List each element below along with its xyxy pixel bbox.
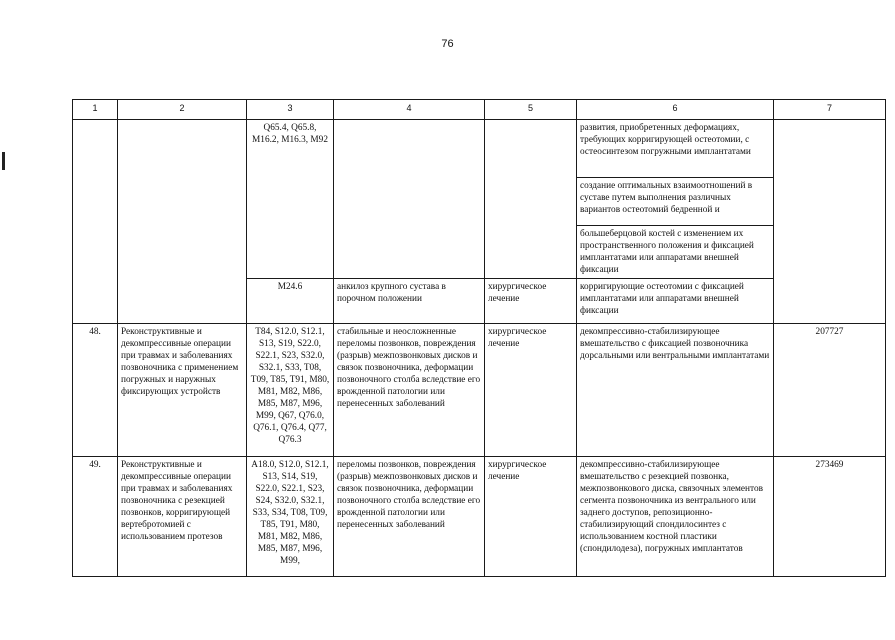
cell-codes: M24.6	[247, 279, 334, 324]
continuation-row	[73, 120, 886, 178]
cell-num	[73, 120, 118, 324]
column-number: 1	[73, 100, 118, 120]
column-number: 4	[334, 100, 485, 120]
cell-method: корригирующие остеотомии с фиксацией имплантатами или аппаратами внешней фиксации	[577, 279, 774, 324]
cell-model	[334, 120, 485, 279]
cell-treatment: хирургическое лечение	[485, 279, 577, 324]
margin-mark	[2, 152, 5, 170]
cell-name	[118, 120, 247, 324]
column-number: 2	[118, 100, 247, 120]
cell-treatment	[485, 120, 577, 279]
column-number-row	[73, 100, 886, 120]
cell-cost	[774, 120, 886, 324]
column-number: 6	[577, 100, 774, 120]
cell-codes: A18.0, S12.0, S12.1, S13, S14, S19, S22.0, S22.1, S23, S24, S32.0, S32.1, S33, S34, T08, T09, T85, T91, M80, M81, M82, M86, M85, M87, M96, M99,	[247, 457, 334, 577]
table-row	[73, 457, 886, 577]
cell-method: развития, приобретенных деформациях, требующих корригирующей остеотомии, с остеосинтезом погружными имплантатами	[577, 120, 774, 178]
cell-name: Реконструктивные и декомпрессивные операции при травмах и заболеваниях позвоночника с резекцией позвонков, корригирующей вертебротомией с использованием протезов	[118, 457, 247, 577]
cell-num: 49.	[73, 457, 118, 577]
services-table	[72, 99, 886, 577]
cell-cost: 273469	[774, 457, 886, 577]
cell-method: создание оптимальных взаимоотношений в суставе путем выполнения различных вариантов остеотомий бедренной и	[577, 178, 774, 226]
cell-model: стабильные и неосложненные переломы позвонков, повреждения (разрыв) межпозвонковых дисков и связок позвоночника, деформации позвоночного столба вследствие его врожденной патологии или перенесенных заболеваний	[334, 324, 485, 457]
cell-model: анкилоз крупного сустава в порочном положении	[334, 279, 485, 324]
cell-model: переломы позвонков, повреждения (разрыв) межпозвонковых дисков и связок позвоночника, деформации позвоночного столба вследствие его врожденной патологии или перенесенных заболеваний	[334, 457, 485, 577]
cell-method: декомпрессивно-стабилизирующее вмешательство с резекцией позвонка, межпозвонкового диска, связочных элементов сегмента позвоночника из вентрального или заднего доступов, репозиционно-стабилизирующий спондилосинтез с использованием костной пластики (спондилодеза), погружных имплантатов	[577, 457, 774, 577]
cell-codes: T84, S12.0, S12.1, S13, S19, S22.0, S22.1, S23, S32.0, S32.1, S33, T08, T09, T85, T91, M80, M81, M82, M86, M85, M87, M96, M99, Q67, Q76.0, Q76.1, Q76.4, Q77, Q76.3	[247, 324, 334, 457]
cell-method: декомпрессивно-стабилизирующее вмешательство с фиксацией позвоночника дорсальными или вентральными имплантатами	[577, 324, 774, 457]
column-number: 3	[247, 100, 334, 120]
page-number: 76	[441, 38, 454, 50]
cell-method: большеберцовой костей с изменением их пространственного положения и фиксацией имплантатами или аппаратами внешней фиксации	[577, 226, 774, 279]
cell-cost: 207727	[774, 324, 886, 457]
cell-codes: Q65.4, Q65.8, M16.2, M16.3, M92	[247, 120, 334, 279]
column-number: 7	[774, 100, 886, 120]
cell-num: 48.	[73, 324, 118, 457]
column-number: 5	[485, 100, 577, 120]
table-row	[73, 324, 886, 457]
cell-treatment: хирургическое лечение	[485, 457, 577, 577]
cell-name: Реконструктивные и декомпрессивные операции при травмах и заболеваниях позвоночника с применением погружных и наружных фиксирующих устройств	[118, 324, 247, 457]
cell-treatment: хирургическое лечение	[485, 324, 577, 457]
